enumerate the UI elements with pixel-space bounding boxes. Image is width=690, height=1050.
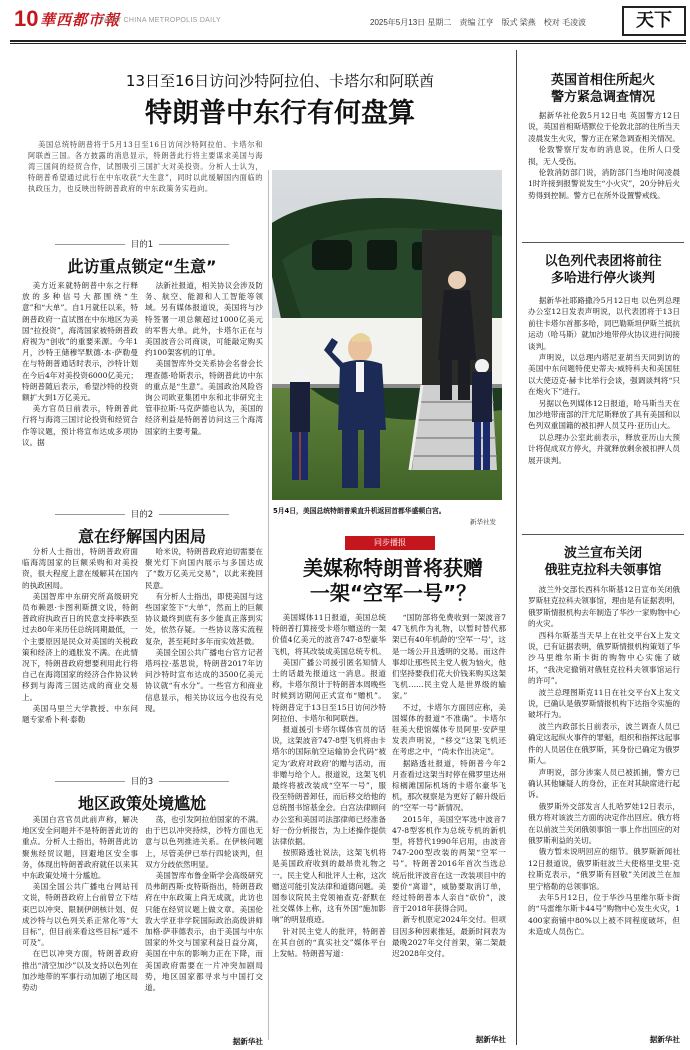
sidebar-story1-title bbox=[528, 72, 678, 106]
sidebar-story2-body bbox=[528, 295, 680, 531]
paragraph: 法新社报道，相关协议会涉及防务、航空、能源和人工智能等领域。另有媒体报道说，美国将与沙特签署一项总额超过1000亿美元的军售大单。此外，卡塔尔正在与美国波音公司商谈，可能敲定购买约100架客机的订单。 bbox=[145, 281, 263, 358]
sidebar-story3-credit: 据新华社 bbox=[649, 1035, 680, 1044]
section-badge: 天下 bbox=[622, 6, 686, 36]
paragraph: 美国广播公司援引匿名知情人士的话最先报道这一消息。报道称，卡塔尔预计于特朗普本周晚些时候到访期间正式宣布“赠机”。特朗普定于13日至15日访问沙特阿拉伯、卡塔尔和阿联酋。 bbox=[272, 657, 386, 723]
news-photo bbox=[272, 170, 502, 500]
subsection-3-col1 bbox=[22, 814, 138, 1046]
newspaper-logo-en: WEST CHINA METROPOLIS DAILY bbox=[100, 17, 222, 24]
paragraph: 波兰外交部长西科尔斯基12日宣布关闭俄罗斯驻克拉科夫领事馆，理由是有证据表明，俄罗斯情报机构去年制造了华沙一家购物中心的火灾。 bbox=[528, 585, 680, 629]
sidebar-story2-title-line1: 以色列代表团将前往 bbox=[544, 254, 662, 269]
subsection-2-col1 bbox=[22, 546, 138, 725]
paragraph: 报道援引卡塔尔媒体官员的话说，这架波音747-8型飞机将由卡塔尔的国际航空运输协会代码“被定为‘政府对政府’的赠与活动，而非赠与给个人。报道说，这架飞机最终将被改装成“空军一号”，服役至特朗普卸任，而后移交给他的总统图书馆基金会。白宫法律顾问办公室和美国司法部律师已经准备好一份分析报告，为上述操作提供法律依据。 bbox=[272, 725, 386, 847]
paragraph: 分析人士指出，特朗普政府面临海湾国家的巨额采购和对美投资，很大程度上意在缓解其在国内的执政困局。 bbox=[22, 547, 138, 590]
sidebar-rule bbox=[522, 242, 684, 243]
subsection-1-title: 此访重点锁定“生意” bbox=[67, 257, 217, 276]
paragraph: 据新华社耶路撒冷5月12日电 以色列总理办公室12日发表声明说，以代表团将于13日前往卡塔尔首都多哈，同巴勒斯坦伊斯兰抵抗运动（哈马斯）就加沙地带停火协议进行间接谈判。 bbox=[528, 296, 680, 351]
sidebar-story3-title bbox=[528, 545, 678, 579]
sidebar-rule bbox=[522, 534, 684, 535]
paragraph: 美国全国公共广播电台网站刊文说，特朗普政府上台前曾立下结束巴以冲突、限制伊朗核计划、促成沙特与以色列关系正常化等“大目标”，但目前来看这些目标“遥不可及”。 bbox=[22, 882, 138, 948]
paragraph: 2015年，美国空军选中波音747-8型客机作为总统专机的新机型，将替代1990年启用，由波音747-200型改装的两架“空军一号”。特朗普2016年首次当选总统后批评波音在这一改装项目中的要价“离谱”，威胁要取消订单，经过特朗普本人亲自“砍价”，波音于2018年获得合同。 bbox=[392, 814, 506, 914]
paragraph: “国防部将免费收到一架波音747飞机作为礼物，以暂时替代那架已有40年机龄的‘空军一号’，这是一场公开且透明的交易。而这件事却让那些民主党人极为恼火，他们坚持要我们花大价钱来购买这架飞机……民主党人是世界级的输家。” bbox=[392, 613, 506, 701]
sync-report-tag: 同步播报 bbox=[345, 536, 435, 550]
paragraph: 美方近来就特朗普中东之行释放的多种信号大都围绕“生意”和“大单”。自1月就任以来，特朗普政府一直试图在中东地区为美国“拉投资”，海湾国家被特朗普政府视为“创收”的重要来源。今年1月，沙特王储穆罕默德·本·萨勒曼在与特朗普通话时表示，沙特计划在今后4年对美投资6000亿美元；特朗普随后表示，希望沙特的投资额扩大到1万亿美元。 bbox=[22, 281, 138, 403]
column-divider bbox=[268, 170, 269, 1040]
paragraph: 波兰内政部长日前表示，波兰调查人员已确定这起纵火事件的罪魁，组织和指挥这起事件的人员居住在俄罗斯，其身份已确定为俄罗斯人。 bbox=[528, 721, 680, 766]
subsection-2-col2 bbox=[145, 546, 263, 714]
paragraph: 荡，也引发阿拉伯国家的不满。由于巴以冲突持续，沙特方面也无意与以色列推进关系。在伊核问题上，尽管美伊已举行四轮谈判，但双方分歧依然明显。 bbox=[145, 815, 263, 869]
paragraph: 按照路透社说法，这架飞机将是美国政府收到的最昂贵礼物之一。民主党人和批评人士称，这次赠送可能引发法律和道德问题。美国参议院民主党领袖查克·舒默在社交媒体上称，这有外国“施加影响”的明显痕迹。 bbox=[272, 848, 386, 925]
masthead-rule bbox=[10, 40, 686, 42]
paragraph: 美国马里兰大学教授、中东问题专家希卜利·泰勒 bbox=[22, 703, 138, 725]
masthead-rule-thin bbox=[10, 43, 686, 44]
story2-col1 bbox=[272, 612, 386, 1044]
subsection-1-col1 bbox=[22, 280, 138, 448]
subsection-2-title: 意在纾解国内困局 bbox=[77, 527, 206, 546]
subsection-1-header bbox=[22, 238, 262, 277]
paragraph: 不过，卡塔尔方面回应称，美国媒体的报道“不准确”。卡塔尔驻美大使馆媒体专员阿里·安萨里发表声明说，“移交”这架飞机还在考虑之中，“尚未作出决定”。 bbox=[392, 702, 506, 757]
paragraph: 新专机原定2024年交付。但项目因多种因素推延，最新时间表为最晚2027年交付首架，第二架最迟2028年交付。 bbox=[392, 915, 506, 959]
paragraph: 俄方暂未说明回应的细节。俄罗斯新闻社12日报道说，俄罗斯驻波兰大使格里戈里·克拉斯克表示，“俄罗斯有回敬”关闭波兰在加里宁格勒的总领事馆。 bbox=[528, 847, 680, 891]
dateline: 2025年5月13日 星期二 责编 江亨 版式 梁燕 校对 毛凌波 bbox=[370, 18, 587, 27]
paragraph: 伦敦消防部门说，消防部门当地时间凌晨1时许接到报警说发生“小火灾”，20分钟后火势得到控制。警方已在所外设置警戒线。 bbox=[528, 168, 680, 200]
photo-caption: 5月4日，美国总统特朗普乘直升机返回首都华盛顿白宫。 bbox=[273, 507, 446, 515]
paragraph: 以总理办公室此前表示，释放亚历山大预计将促成双方停火，并就释放剩余被扣押人员展开谈判。 bbox=[528, 432, 680, 465]
paragraph: 哈米说，特朗普政府迫切需要在聚光灯下向国内展示与多国达成了“数万亿美元交易”，以此来挽回民意。 bbox=[145, 547, 263, 590]
helicopter-photo-illustration bbox=[272, 170, 502, 500]
subsection-1-col2 bbox=[145, 280, 263, 437]
main-kicker: 13日至16日访问沙特阿拉伯、卡塔尔和阿联酋 bbox=[125, 72, 435, 90]
paragraph: 波兰总理图斯克11日在社交平台X上发文说，已确认是俄罗斯情报机构下达指令实施的破坏行为。 bbox=[528, 687, 680, 720]
paragraph: 据新华社伦敦5月12日电 英国警方12日说，英国首相斯塔默位于伦敦北部的住所当天凌晨发生火灾，警方正在紧急调查相关情况。 bbox=[528, 111, 680, 143]
sidebar-story3-body bbox=[528, 584, 680, 1028]
subsection-3-credit: 据新华社 bbox=[232, 1037, 263, 1046]
newspaper-logo: 華西都市報 bbox=[40, 11, 121, 29]
sidebar-story3-title-line1: 波兰宣布关闭 bbox=[563, 546, 642, 561]
sidebar-story1-body bbox=[528, 110, 680, 238]
sidebar-divider bbox=[516, 50, 517, 1045]
subsection-3-label: 目的3 bbox=[22, 775, 262, 787]
sidebar-story2-title-line2: 多哈进行停火谈判 bbox=[550, 271, 655, 286]
paragraph: 美国全国公共广播电台官方记者塔玛拉·基思说，特朗普2017年访问沙特时宣布达成的3500亿美元协议就“有水分”。一些官方和商业信息显示，相关协议远今也没有兑现。 bbox=[145, 647, 263, 713]
subsection-1-label: 目的1 bbox=[22, 238, 262, 250]
sidebar-story1-title-line1: 英国首相住所起火 bbox=[550, 73, 655, 88]
paragraph: 针对民主党人的批评，特朗普在其自创的“真实社交”媒体平台上发帖。特朗普写道： bbox=[272, 926, 386, 959]
paragraph: 美方官员日前表示，特朗普此行将与海湾三国讨论投资和经贸合作等议题，预计将宣布达成多项协议。据 bbox=[22, 404, 138, 447]
paragraph: 伦敦警察厅发布的消息说，住所人口受损，无人受伤。 bbox=[528, 145, 680, 166]
paragraph: 另据以色列媒体12日报道，哈马斯当天在加沙地带南部的汗尤尼斯释放了具有美国和以色列双重国籍的被扣押人员艾丹·亚历山大。 bbox=[528, 398, 680, 431]
paragraph: 西科尔斯基当天早上在社交平台X上发文说，已有证据表明，俄罗斯情报机构策划了华沙马里维尔斯卡街的购物中心实施了破坏，“我决定撤销对俄驻克拉科夫领事馆运行的许可”。 bbox=[528, 630, 680, 686]
subsection-3-col2 bbox=[145, 814, 263, 1038]
sidebar-story2-title bbox=[528, 253, 678, 287]
photo-credit: 新华社发 bbox=[470, 518, 496, 526]
page-number: 10 bbox=[14, 6, 39, 31]
main-headline: 特朗普中东行有何盘算 bbox=[145, 98, 415, 129]
story2-headline bbox=[278, 556, 508, 606]
paragraph: 美国智库布鲁金斯学会高级研究员弗朗西斯·皮特斯指出，特朗普政府在中东政策上尚无成就，此访也只能在经贸议题上做文章。美国伦敦大学亚非学院国际政治高级讲师加格·萨菲德表示，由于美国与中东国家的外交与国家利益日益分离，美国在中东的影响力正在下降，而美国政府需要在一片冲突加剧局势，地区国家都寻求与中国打交道。 bbox=[145, 871, 263, 993]
paragraph: 美国白宫官员此前声称，解决地区安全问题并不是特朗普此访的重点。分析人士指出，特朗普此访聚焦经贸议题，回避地区安全事务，体现出特朗普政府就任以来其中东政策处境十分尴尬。 bbox=[22, 815, 138, 881]
subsection-3-title: 地区政策处境尴尬 bbox=[77, 794, 206, 813]
paragraph: 美国智库中东研究所高级研究员布赖恩·卡图利斯撰文说，特朗普政府执政百日的民意支持率跌至过去80年来历任总统同期最低，一个主要原因是民众对美国的关税政策和经济上的通胀发不满。在此情况下，特朗普政府想要利用此行将自己在海湾国家的经济合作协议转移到与海湾三国达成的商业交易上。 bbox=[22, 591, 138, 702]
story2-headline-line2: 一架“空军一号”？ bbox=[309, 581, 477, 605]
story2-col2 bbox=[392, 612, 506, 1032]
paragraph: 美国媒体11日报道，美国总统特朗普打算接受卡塔尔赠送的一架价值4亿美元的波音747-8型豪华飞机，将其改装成美国总统专机。 bbox=[272, 613, 386, 656]
sidebar-story3-title-line2: 俄驻克拉科夫领事馆 bbox=[544, 563, 662, 578]
paragraph: 有分析人士指出，即使美国与这些国家签下“大单”，然而上的巨额协议最终到底有多少能真正落到实处，依然存疑。一些协议落实流程复杂，甚至耗时多年而实效甚微。 bbox=[145, 591, 263, 646]
main-lead: 美国总统特朗普将于5月13日至16日访问沙特阿拉伯、卡塔尔和阿联酋三国。各方披露的消息显示，特朗普此行将主要谋求美国与海湾三国间的经贸合作，试图吸引三国扩大对美投资。分析人士认为，特朗普希望通过此行在中东收获“大生意”，同时以此缓解国内面临的执政压力，也反映出特朗普政府的中东政策务实趋向。 bbox=[28, 140, 263, 193]
paragraph: 俄罗斯外交部发言人扎哈罗娃12日表示，俄方将对该波兰方面的决定作出回应。俄方将在以前波兰关闭俄领事馆一事上作出回应的对俄罗斯利益的关切。 bbox=[528, 801, 680, 845]
paragraph: 据路透社报道，特朗普今年2月查看过这架当时停在佛罗里达州棕榈滩国际机场的卡塔尔豪华飞机，那次视察是为更好了解升级后的“空军一号”新情况。 bbox=[392, 758, 506, 813]
paragraph: 美国智库外交关系协会名誉会长理查德·哈斯表示，特朗普此访中东的重点是“生意”。美国政治风险咨询公司欧亚集团中东和北非研究主管菲拉斯·马克萨德也认为，美国的经济利益是特朗普访问这三个海湾国家的主要考量。 bbox=[145, 359, 263, 436]
subsection-2-header bbox=[22, 508, 262, 547]
subsection-2-label: 目的2 bbox=[22, 508, 262, 520]
paragraph: 声明说，以总理内塔尼亚胡当天同到访的美国中东问题特使史蒂夫·威特科夫和美国驻以大使迈克·赫卡比举行会谈，强调谈判将“只在炮火下”进行。 bbox=[528, 353, 680, 397]
story2-headline-line1: 美媒称特朗普将获赠 bbox=[303, 556, 483, 580]
paragraph: 声明说，部分涉案人员已被抓捕，警方已确认其他嫌疑人的身份，正在对其缺席进行起诉。 bbox=[528, 767, 680, 800]
paragraph: 在巴以冲突方面，特朗普政府推出“清空加沙”以及支持以色列在加沙地带的军事行动加剧了地区局势动 bbox=[22, 949, 138, 993]
subsection-3-header bbox=[22, 775, 262, 814]
sidebar-story1-title-line2: 警方紧急调查情况 bbox=[550, 90, 655, 105]
story2-credit: 据新华社 bbox=[475, 1035, 506, 1044]
paragraph: 去年5月12日，位于华沙马里维尔斯卡街的“马雷维尔斯卡44号”购物中心发生火灾，1400家商铺中80%以上被不同程度破坏，但未造成人员伤亡。 bbox=[528, 892, 680, 937]
